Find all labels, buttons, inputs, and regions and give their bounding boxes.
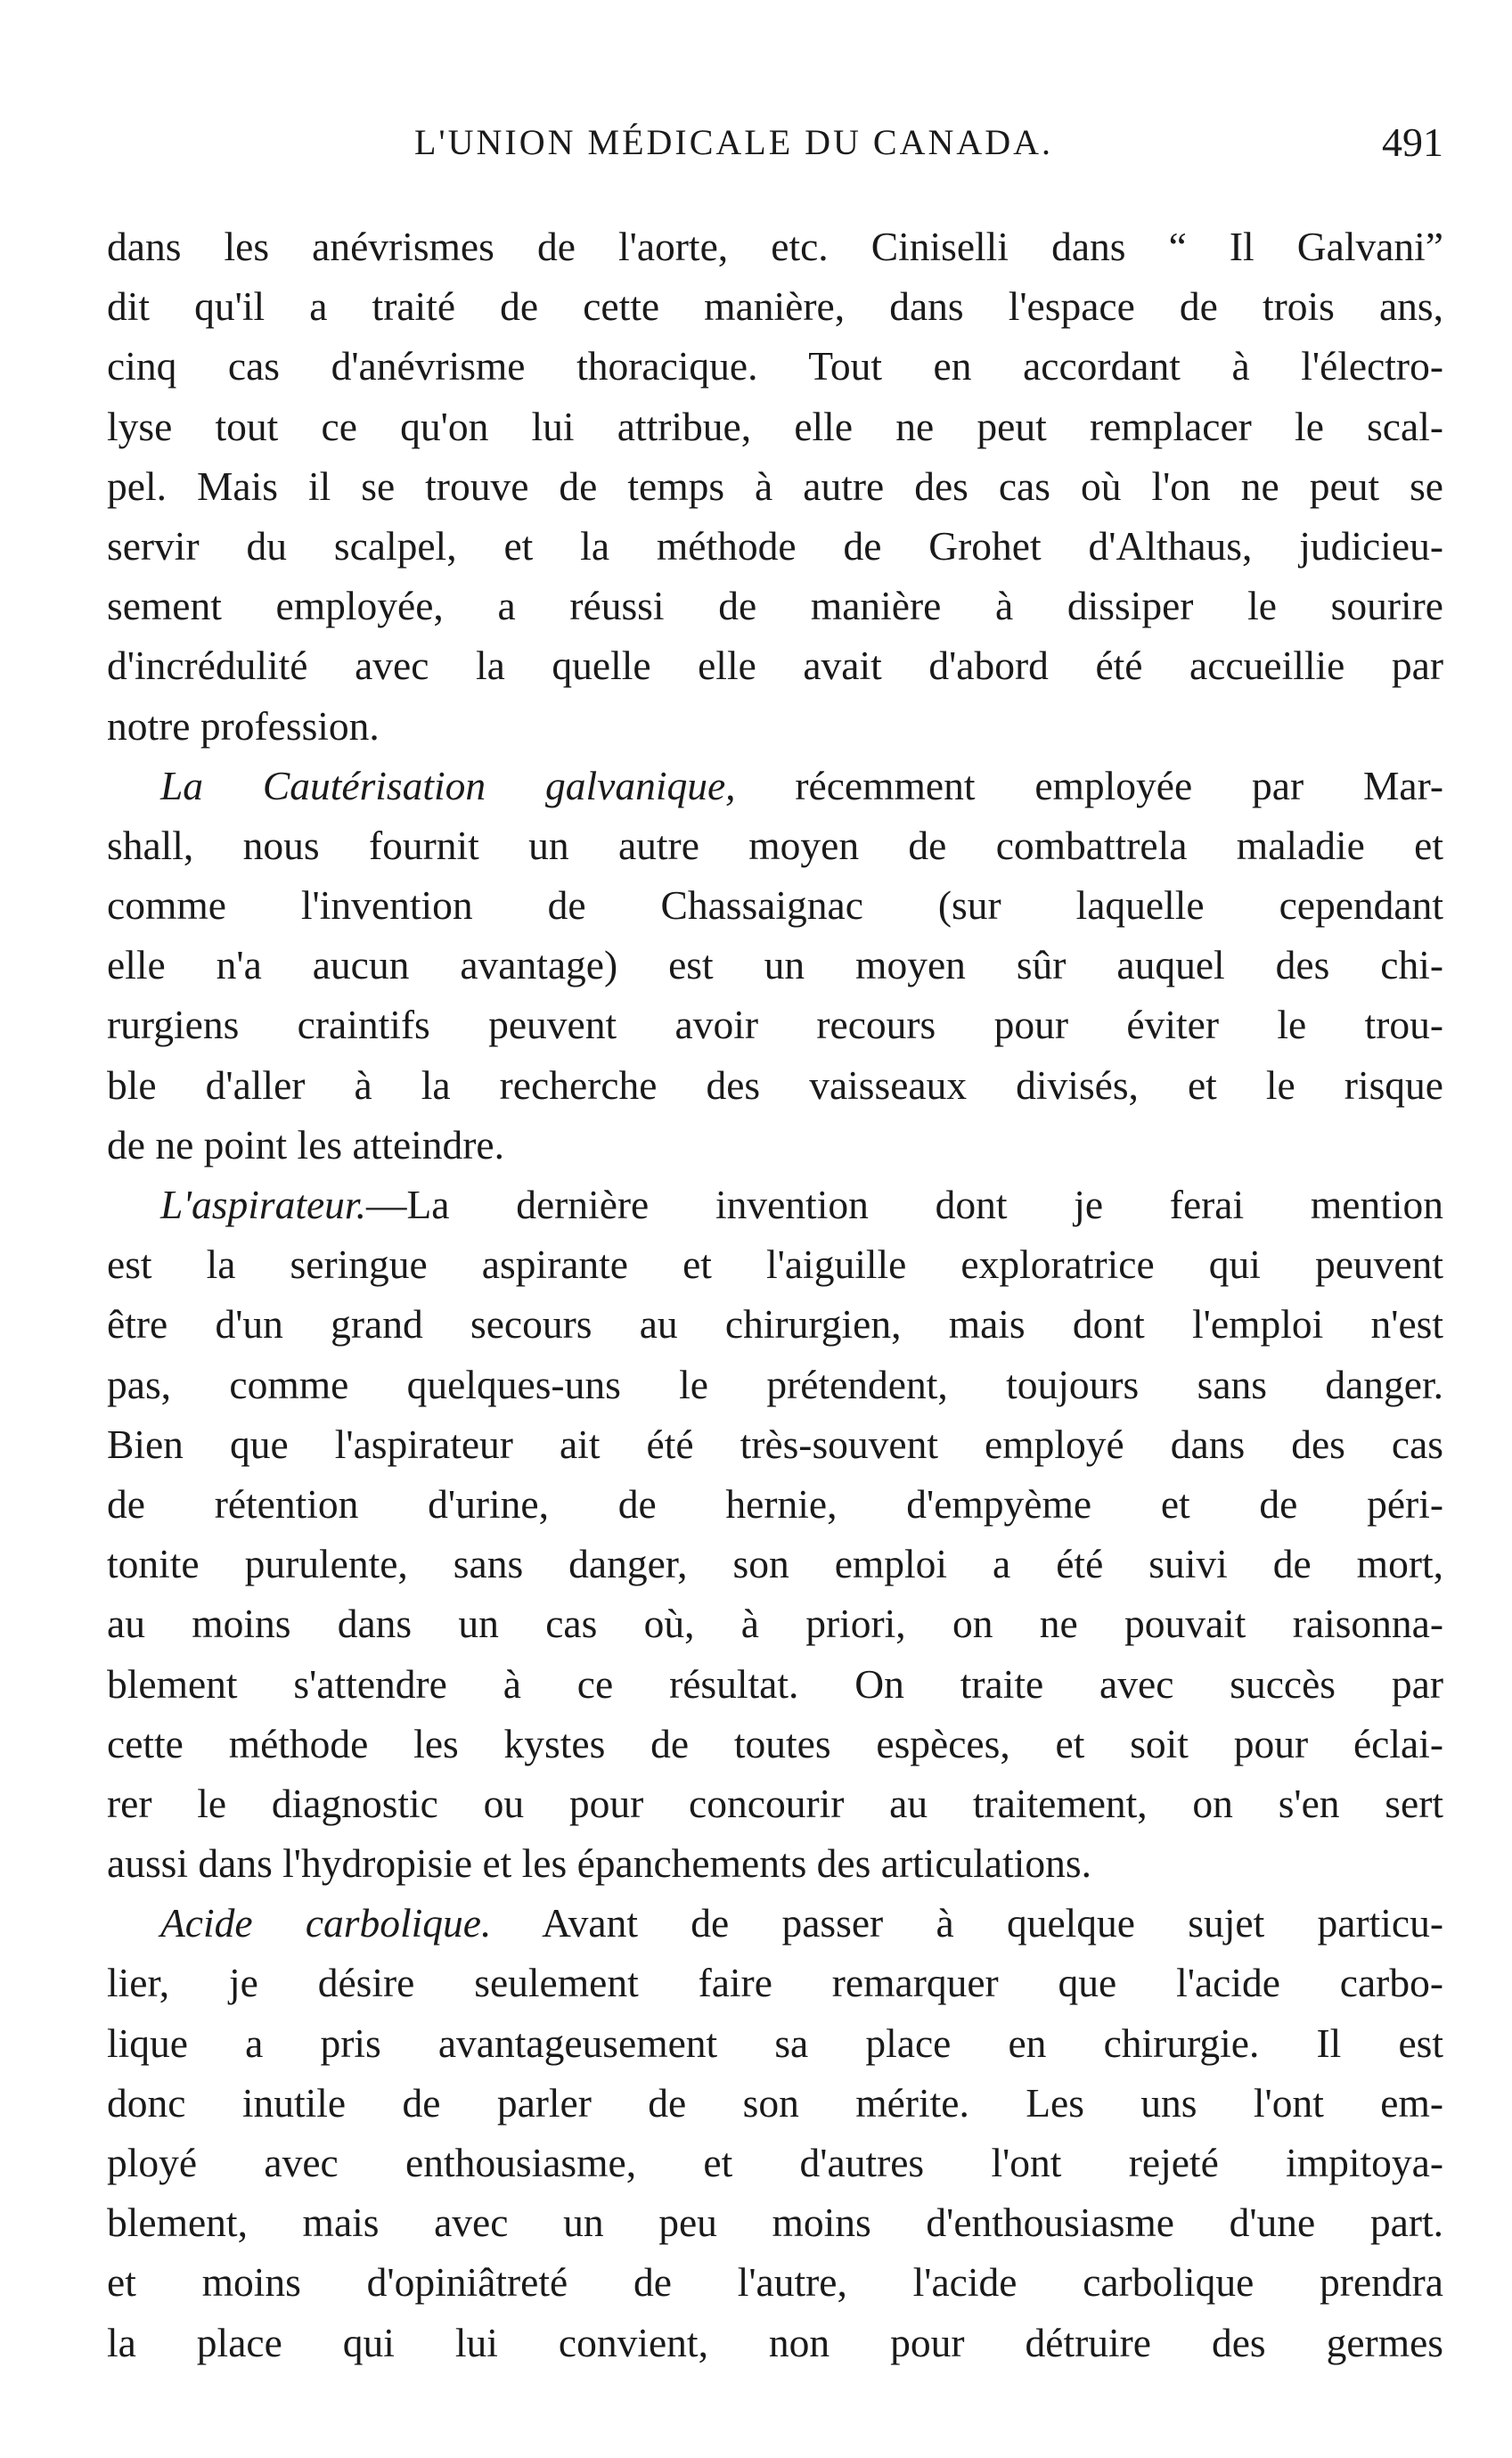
paragraph-start-line [107,756,1443,815]
section-lead-acide-carbolique: Acide carbolique. [160,1900,492,1946]
text-line: sement employée, a réussi de manière à dissiper le sourire [107,583,1443,629]
text-line: de ne point les atteindre. [107,1121,505,1168]
text-line: Bien que l'aspirateur ait été très-souvent employé dans des cas [107,1421,1443,1467]
text-line: servir du scalpel, et la méthode de Grohet d'Althaus, judicieu- [107,522,1443,569]
text-line: la place qui lui convient, non pour détruire des germes [107,2319,1443,2365]
text-line: blement, mais avec un peu moins d'enthousiasme d'une part. [107,2200,1443,2246]
page-number: 491 [1382,119,1443,165]
section-lead-cauterisation: La Cautérisation galvanique, [160,762,736,808]
text-line: blement s'attendre à ce résultat. On traite avec succès par [107,1660,1443,1707]
text-line: dans les anévrismes de l'aorte, etc. Ciniselli dans “ Il Galvani” [107,224,1443,269]
journal-title: L'UNION MÉDICALE DU CANADA. [414,122,1054,162]
text-line: rer le diagnostic ou pour concourir au traitement, on s'en sert [107,1780,1443,1826]
text-line: cette méthode les kystes de toutes espèces, et soit pour éclai- [107,1720,1443,1766]
text-line: est la seringue aspirante et l'aiguille exploratrice qui peuvent [107,1241,1443,1288]
text-line: tonite purulente, sans danger, son emploi a été suivi de mort, [107,1541,1443,1587]
text-line: au moins dans un cas où, à priori, on ne pouvait raisonna- [107,1601,1443,1647]
paragraph-start-line [107,1175,1443,1234]
text-line: rurgiens craintifs peuvent avoir recours pour éviter le trou- [107,1002,1443,1048]
text-line: elle n'a aucun avantage) est un moyen sûr auquel des chi- [107,942,1443,988]
text-line: pel. Mais il se trouve de temps à autre des cas où l'on ne peut se [107,463,1443,509]
text-run: —La dernière invention dont je ferai mention [365,1182,1443,1227]
text-line: lier, je désire seulement faire remarquer que l'acide carbo- [107,1960,1443,2006]
section-lead-aspirateur: L'aspirateur. [160,1182,366,1227]
text-line: donc inutile de parler de son mérite. Les uns l'ont em- [107,2079,1443,2126]
text-line: lique a pris avantageusement sa place en chirurgie. Il est [107,2020,1443,2066]
text-line: pas, comme quelques-uns le prétendent, toujours sans danger. [107,1361,1443,1407]
body-text [107,217,1443,2372]
text-line: ployé avec enthousiasme, et d'autres l'ont rejeté impitoya- [107,2140,1443,2185]
text-run: Avant de passer à quelque sujet particu- [491,1900,1443,1946]
text-line: notre profession. [107,702,380,749]
running-head [107,116,1443,169]
text-line: dit qu'il a traité de cette manière, dans l'espace de trois ans, [107,283,1443,330]
text-line: comme l'invention de Chassaignac (sur laquelle cependant [107,882,1443,929]
text-line: cinq cas d'anévrisme thoracique. Tout en accordant à l'électro- [107,343,1443,389]
text-line: shall, nous fournit un autre moyen de combattrela maladie et [107,822,1443,868]
text-line: être d'un grand secours au chirurgien, mais dont l'emploi n'est [107,1301,1443,1348]
text-line: aussi dans l'hydropisie et les épanchements des articulations. [107,1840,1091,1887]
paragraph-start-line [107,1893,1443,1953]
text-line: et moins d'opiniâtreté de l'autre, l'acide carbolique prendra [107,2259,1443,2306]
text-line: de rétention d'urine, de hernie, d'empyème et de péri- [107,1480,1443,1527]
text-line: d'incrédulité avec la quelle elle avait d'abord été accueillie par [107,643,1443,689]
text-line: lyse tout ce qu'on lui attribue, elle ne peut remplacer le scal- [107,403,1443,449]
text-line: ble d'aller à la recherche des vaisseaux divisés, et le risque [107,1061,1443,1108]
text-run: récemment employée par Mar- [735,762,1443,808]
